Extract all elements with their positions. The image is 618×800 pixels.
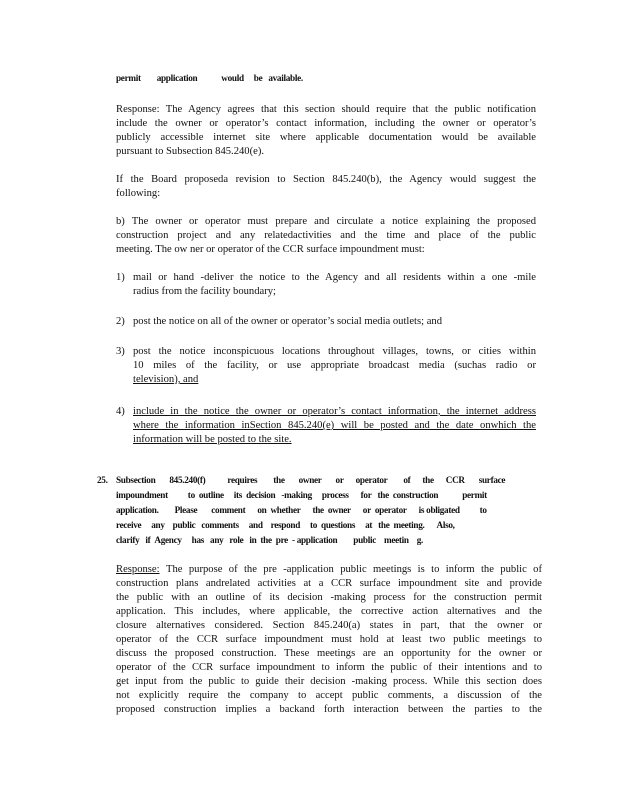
text-line: meeting. The ow ner or operator of the CCR surface impoundment must: [116, 244, 425, 255]
text-line: get input from the public to guide their decision -making process. While this section does [116, 676, 542, 687]
list-number: 1) [116, 272, 125, 283]
text-line: following: [116, 188, 161, 199]
text-line: television), and [133, 374, 199, 385]
text-line: pursuant to Subsection 845.240(e). [116, 146, 264, 157]
text-line: post the notice on all of the owner or operator’s social media outlets; and [133, 316, 442, 327]
text-line: not explicitly require the company to accept public comments, a discussion of the [116, 690, 542, 701]
text-line: information will be posted to the site. [133, 434, 292, 445]
text-line: publicly accessible internet site where applicable documentation would be available [116, 132, 536, 143]
text-line: impoundment to outline its decision -making process for the construction permit [116, 490, 487, 500]
text-line: post the notice inconspicuous locations throughout villages, towns, or cities within [133, 346, 536, 357]
text-line: The purpose of the pre -application public meetings is to inform the public of [166, 564, 542, 575]
list-number: 4) [116, 406, 125, 417]
text-line: radius from the facility boundary; [133, 286, 276, 297]
text-line: mail or hand -deliver the notice to the Agency and all residents within a one -mile [133, 272, 536, 283]
text-line: construction project and any relatedactivities and the time and place of the public [116, 230, 536, 241]
text-line: operator of the CCR surface impoundment to inform the public of their intentions and to [116, 662, 542, 673]
text-line: construction plans andrelated activities at a CCR surface impoundment site and provide [116, 578, 542, 589]
text-line: application. This includes, where applicable, the corrective action alternatives and the [116, 606, 542, 617]
text-line: the public with an outline of its decision -making process for the construction permit [116, 592, 542, 603]
text-line: include the owner or operator’s contact information, including the owner or operator’s [116, 118, 536, 129]
text-line: permit application would be available. [116, 73, 303, 83]
text-line: Response: The Agency agrees that this section should require that the public notification [116, 104, 536, 115]
text-line: operator of the CCR surface impoundment must hold at least two public meetings to [116, 634, 542, 645]
text-line: Subsection 845.240(f) requires the owner or operator of the CCR surface [116, 475, 506, 485]
text-line: clarify if Agency has any role in the pre - application public meetin g. [116, 535, 423, 545]
text-line: If the Board proposeda revision to Section 845.240(b), the Agency would suggest the [116, 174, 536, 185]
text-line: closure alternatives considered. Section 845.240(a) states in part, that the owner or [116, 620, 542, 631]
text-line: where the information inSection 845.240(e) will be posted and the date onwhich the [133, 420, 536, 431]
text-line: b) The owner or operator must prepare and circulate a notice explaining the proposed [116, 216, 536, 227]
text-line: include in the notice the owner or operator’s contact information, the internet address [133, 406, 536, 417]
response-label: Response: [116, 564, 160, 575]
question-number: 25. [97, 475, 108, 485]
list-number: 3) [116, 346, 125, 357]
text-line: application. Please comment on whether the owner or operator is obligated to [116, 505, 487, 515]
list-number: 2) [116, 316, 125, 327]
text-line: 10 miles of the facility, or use appropriate broadcast media (suchas radio or [133, 360, 536, 371]
text-line: proposed construction implies a backand forth interaction between the parties to the [116, 704, 542, 715]
text-line: discuss the proposed construction. These meetings are an opportunity for the owner or [116, 648, 542, 659]
text-line: receive any public comments and respond to questions at the meeting. Also, [116, 520, 455, 530]
